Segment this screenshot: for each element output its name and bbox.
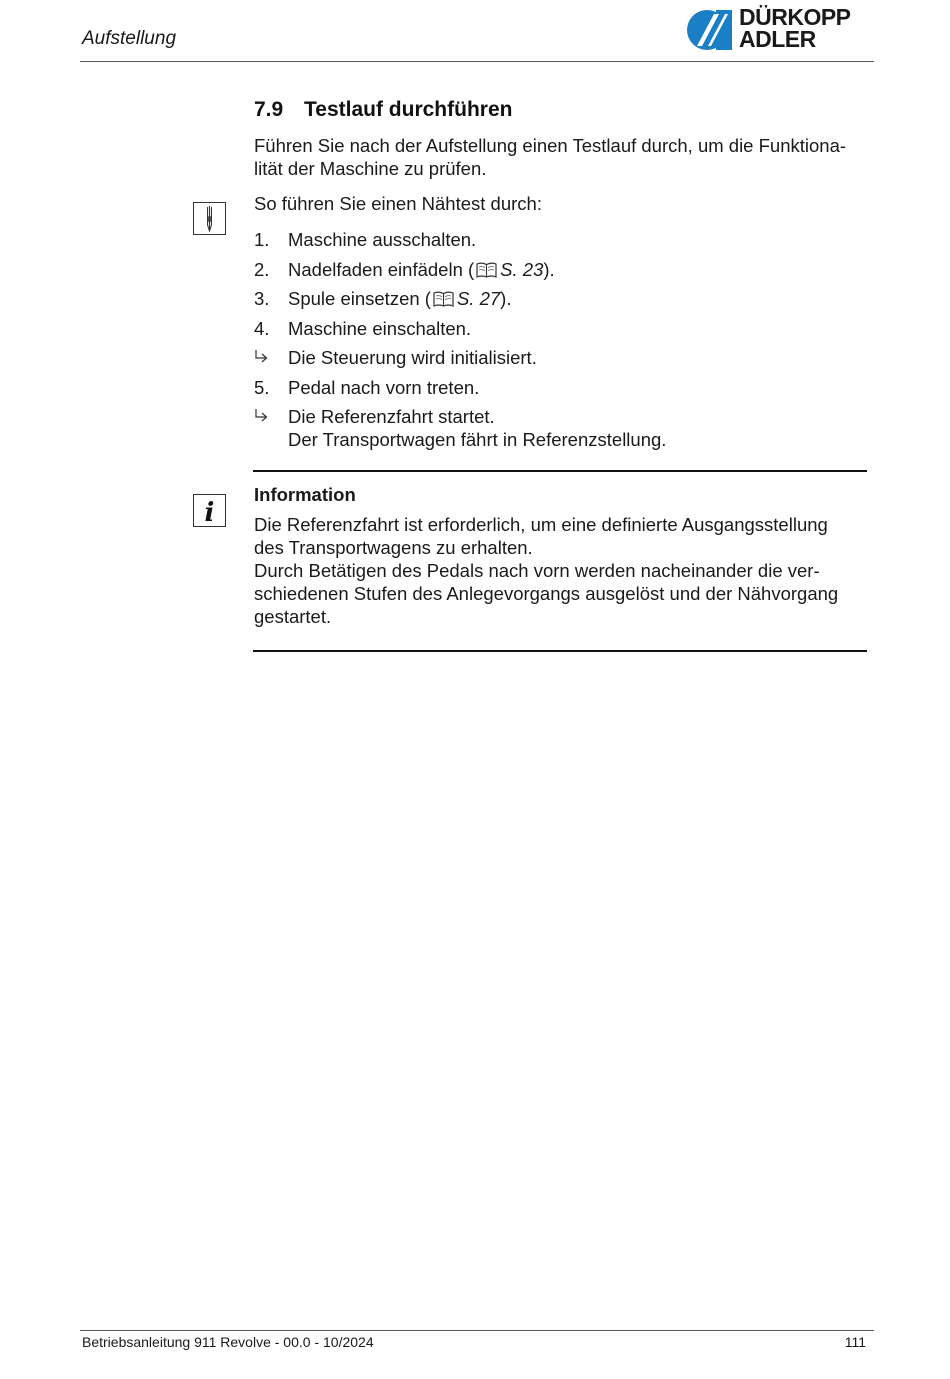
list-item — [254, 287, 874, 310]
list-item — [254, 346, 874, 369]
section-title: Testlauf durchführen — [304, 98, 513, 121]
step-number: 1. — [254, 229, 270, 250]
info-line-5: gestartet. — [254, 606, 332, 627]
info-line-2: des Transportwagens zu erhalten. — [254, 537, 533, 558]
info-icon — [193, 494, 226, 527]
step-list — [254, 228, 874, 458]
book-icon — [476, 262, 497, 278]
result-marker — [254, 405, 288, 428]
step-text: Maschine einschalten. — [288, 317, 472, 339]
svg-text:i: i — [204, 498, 215, 526]
step-text: Nadelfaden einfädeln ( — [288, 258, 475, 280]
step-text-after: ). — [500, 288, 512, 309]
footer-document-info: Betriebsanleitung 911 Revolve - 00.0 - 10/2024 — [82, 1334, 374, 1350]
header-divider — [80, 61, 874, 62]
step-number: 4. — [254, 317, 270, 339]
step-number: 2. — [254, 258, 270, 280]
step-result-text-2: Der Transportwagen fährt in Referenzstellung. — [288, 429, 667, 450]
result-arrow-icon — [254, 408, 270, 424]
step-text: Spule einsetzen ( — [288, 288, 431, 309]
brand-logo — [686, 6, 870, 54]
step-result-text: Die Referenzfahrt startet. — [288, 406, 495, 427]
needle-icon — [193, 202, 226, 235]
info-line-1: Die Referenzfahrt ist erforderlich, um eine definierte Ausgangsstellung — [254, 514, 828, 535]
list-item — [254, 258, 874, 281]
footer-divider — [80, 1330, 874, 1331]
intro-line-2: lität der Maschine zu prüfen. — [254, 158, 487, 179]
info-line-4: schiedenen Stufen des Anlegevorgangs ausgelöst und der Nähvorgang — [254, 583, 839, 604]
info-body — [254, 513, 874, 628]
step-number: 3. — [254, 288, 270, 309]
info-bottom-rule — [253, 650, 867, 652]
page-reference-link[interactable]: S. 23 — [500, 258, 544, 280]
page-number: 111 — [844, 1334, 866, 1350]
step-number: 5. — [254, 376, 270, 398]
step-text-after: ). — [543, 258, 555, 280]
book-icon — [433, 291, 454, 307]
intro-line-1: Führen Sie nach der Aufstellung einen Testlauf durch, um die Funktiona- — [254, 135, 847, 156]
list-item — [254, 228, 874, 251]
howto-instruction: So führen Sie einen Nähtest durch: — [254, 193, 542, 214]
logo-line1: DÜRKOPP — [739, 4, 851, 30]
section-number: 7.9 — [254, 98, 284, 121]
list-item — [254, 405, 874, 451]
page-reference-link[interactable]: S. 27 — [456, 288, 501, 309]
section-heading — [254, 98, 512, 122]
info-title: Information — [254, 484, 356, 505]
section-intro — [254, 134, 874, 180]
result-marker — [254, 346, 288, 369]
list-item — [254, 317, 874, 340]
logo-line2: ADLER — [739, 26, 816, 52]
step-text: Pedal nach vorn treten. — [288, 376, 480, 398]
step-text: Maschine ausschalten. — [288, 229, 477, 250]
header-chapter-title: Aufstellung — [82, 28, 177, 49]
logo-wordmark — [739, 6, 851, 50]
info-top-rule — [253, 470, 867, 472]
info-line-3: Durch Betätigen des Pedals nach vorn werden nacheinander die ver- — [254, 560, 820, 581]
step-result-text: Die Steuerung wird initialisiert. — [288, 347, 537, 368]
logo-mark-icon — [686, 6, 736, 54]
list-item — [254, 376, 874, 399]
result-arrow-icon — [254, 349, 270, 365]
